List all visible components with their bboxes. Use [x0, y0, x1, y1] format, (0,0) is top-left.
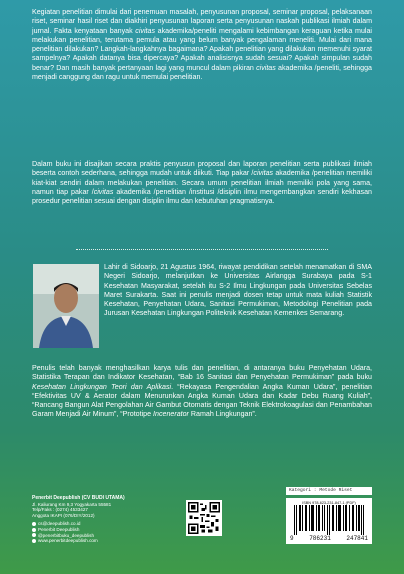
bio-italic: Incenerator [153, 410, 189, 419]
author-bio-paragraph-2 [32, 364, 372, 420]
isbn-text: ISBN 978-623-231-847-1 (PDF) [302, 501, 356, 505]
publisher-name: Penerbit Deepublish (CV BUDI UTAMA) [32, 495, 125, 501]
website-text: www.penerbitdeepublish.com [38, 538, 98, 544]
author-bio-paragraph-1: Lahir di Sidoarjo, 21 Agustus 1964, riwayat pendidikan setelah menamatkan di SMA Negeri Sidoarjo, melanjutkan ke Universitas Airlangga Surabaya pada S-1 Kesehatan Masyarakat, setelah itu S-2 Ilmu Lingkungan pada Universitas Sebelas Maret Surakarta. Saat ini penulis menjadi dosen tetap untuk mata kuliah Statistik Kesehatan, Penyehatan Udara, Sanitasi Permukiman, Metodologi Penelitian pada Jurusan Kesehatan Lingkungan Politeknik Kesehatan Kemenkes Semarang. [104, 263, 372, 318]
isbn-area [286, 487, 372, 544]
bio-text: . “Rekayasa Pengendalian Angka Kuman Udara”, penelitian “Efektivitas UV & Aerator dalam Menurunkan Angka Kuman Udara dan Kadar Debu Ruang Kuliah”, “Rancang Bangun Alat Pengolahan Air Gambut Otomatis dengan Teknik Elektrokoagulasi dan Penambahan Garam Menjadi Air Minum”, “Prototipe [32, 382, 372, 419]
isbn-barcode [286, 498, 372, 544]
publisher-phone: Telp/Faks : (0274) 4533427 [32, 507, 88, 513]
instagram-icon [32, 533, 36, 537]
synopsis-text: akademika /penelitian memiliki kiat-kiat sendiri dalam melakukan penelitian. Secara umum penelitian ilmiah memiliki pola yang sama, namun tiap pakar / [32, 169, 372, 196]
isbn-digit-group1: 786231 [309, 535, 331, 542]
facebook-icon [32, 528, 36, 532]
globe-icon [32, 539, 36, 543]
publisher-address: Jl. Kaliurang Km 9,3 Yogyakarta 55581 [32, 501, 112, 507]
facebook-text: Penerbit Deepublish [38, 526, 80, 532]
bio-italic: Kesehatan Lingkungan Teori dan Aplikasi [32, 382, 172, 391]
qr-code [186, 500, 222, 536]
isbn-digits [290, 535, 368, 542]
isbn-digit-first: 9 [290, 535, 294, 542]
dotted-divider [76, 249, 328, 250]
barcode-image [290, 505, 368, 535]
synopsis-text: akademika /peneliti, sehingga menjadi canggung dan ragu untuk memulai penelitian. [32, 63, 372, 82]
email-icon [32, 522, 36, 526]
synopsis-italic: civitas [93, 187, 114, 196]
publisher-info [32, 496, 182, 544]
synopsis-text: Dalam buku ini disajikan secara praktis penyusun proposal dan laporan penelitian serta publikasi ilmiah beserta contoh sederhana, sehingga mudah untuk diikuti. Tiap pakar / [32, 160, 372, 178]
bio-text: Ramah Lingkungan”. [188, 410, 257, 419]
category-label: Kategori : Metode Riset [286, 487, 372, 495]
synopsis-italic: civitas [253, 169, 274, 178]
contact-website [32, 538, 182, 544]
synopsis-paragraph-2 [32, 160, 372, 206]
isbn-digit-group2: 247841 [346, 535, 368, 542]
author-portrait-image [33, 264, 99, 348]
synopsis-text: Kegiatan penelitian dimulai dari penemuan masalah, penyusunan proposal, seminar proposal, pelaksanaan riset, seminar hasil riset dan diakhiri penyusunan laporan serta penyusunan naskah publikasi ilmiah dalam jurnal. Fakta kenyataan banyak [32, 8, 372, 35]
synopsis-italic: civitas [256, 63, 276, 72]
synopsis-text: akademika /penelitian /institusi /disiplin ilmu mengembangkan sendiri kekhasan prosedur penelitian sesuai dengan disiplin ilmu dan kebutuhan pragmatisnya. [32, 187, 372, 206]
email-text: cs@deepublish.co.id [38, 521, 81, 527]
author-photo [33, 264, 99, 348]
qr-code-image [188, 502, 220, 534]
bio-text: Penulis telah banyak menghasilkan karya tulis dan penelitian, di antaranya buku Penyehatan Udara, Statistika Terapan dan Indikator Kesehatan, “Bab 16 Sanitasi dan Penyehatan Permukiman” pada buku [32, 364, 372, 382]
instagram-text: @penerbitbuku_deepublish [38, 532, 95, 538]
synopsis-text: akademika/peneliti mengalami kebimbangan keraguan ketika mulai melakukan penelitian, terutama pemula atau yang belum banyak pengalaman meneliti. Mulai dari mana penelitian dilakukan? Langkah-langkahnya bagaimana? Apakah penelitian yang dilakukan memenuhi syarat sampelnya? Apakah datanya bisa dipercaya? Apakah analisisnya sudah sesuai? Apakah simpulan sudah benar? Dan masih banyak pertanyaan lagi yang muncul dalam pikiran [32, 26, 373, 72]
synopsis-italic: civitas [135, 26, 155, 35]
publisher-member: Anggota IKAPI (076/DIY/2012) [32, 512, 95, 518]
synopsis-paragraph-1 [32, 8, 372, 82]
